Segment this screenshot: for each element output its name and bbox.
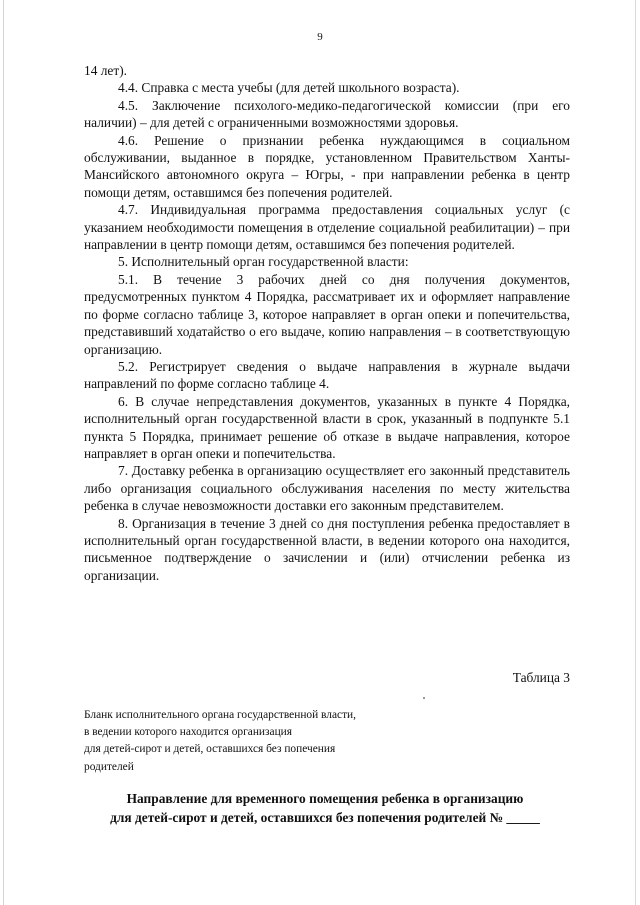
document-title-line: для детей-сирот и детей, оставшихся без попечения родителей № _____ bbox=[110, 810, 540, 825]
form-header-line: родителей bbox=[84, 760, 134, 773]
body-text bbox=[84, 62, 570, 584]
document-title-line: Направление для временного помещения ребенка в организацию bbox=[126, 791, 524, 806]
scan-edge-left bbox=[3, 0, 4, 905]
form-header-line: в ведении которого находится организация bbox=[84, 726, 292, 739]
paragraph-6: 6. В случае непредставления документов, указанных в пункте 4 Порядка, исполнительный орган государственной власти в срок, указанный в подпункте 5.1 пункта 5 Порядка, принимает решение об отказе в выдаче направления, которое направляет в орган опеки и попечительства. bbox=[84, 393, 570, 461]
paragraph-4-4: 4.4. Справка с места учебы (для детей школьного возраста). bbox=[118, 80, 460, 96]
paragraph-5-2: 5.2. Регистрирует сведения о выдаче направления в журнале выдачи направлений по форме согласно таблице 4. bbox=[84, 358, 570, 392]
form-header-line: для детей-сирот и детей, оставшихся без попечения bbox=[84, 743, 336, 756]
paragraph-4-6: 4.6. Решение о признании ребенка нуждающимся в социальном обслуживании, выданное в порядке, установленном Правительством Ханты-Мансийского автономного округа – Югры, - при направлении ребенка в центр помощи детям, оставшимся без попечения родителей. bbox=[84, 132, 570, 200]
document-title bbox=[70, 789, 580, 827]
paragraph-continuation: 14 лет). bbox=[84, 63, 128, 78]
paragraph-7: 7. Доставку ребенка в организацию осуществляет его законный представитель либо организация социального обслуживания населения по месту жительства ребенка в случае невозможности доставки его законным представителем. bbox=[84, 463, 570, 514]
paragraph-5: 5. Исполнительный орган государственной власти: bbox=[118, 254, 409, 270]
form-header bbox=[84, 707, 356, 776]
page-number: 9 bbox=[317, 31, 323, 43]
paragraph-5-1: 5.1. В течение 3 рабочих дней со дня получения документов, предусмотренных пунктом 4 Порядка, рассматривает их и оформляет направление по форме согласно таблице 3, которое направляет в орган опеки и попечительства, представивший ходатайство о его выдаче, копию направления – в соответствующую организацию. bbox=[84, 271, 570, 357]
table-label: Таблица 3 bbox=[512, 670, 570, 685]
scan-speck bbox=[423, 697, 425, 699]
scan-edge-right bbox=[635, 0, 636, 905]
paragraph-4-7: 4.7. Индивидуальная программа предоставления социальных услуг (с указанием необходимости помещения в отделение социальной реабилитации) – при направлении в центр помощи детям, оставшимся без попечения родителей. bbox=[84, 202, 570, 253]
form-header-line: Бланк исполнительного органа государственной власти, bbox=[84, 709, 356, 721]
paragraph-4-5: 4.5. Заключение психолого-медико-педагогической комиссии (при его наличии) – для детей с ограниченными возможностями здоровья. bbox=[84, 97, 570, 131]
paragraph-8: 8. Организация в течение 3 дней со дня поступления ребенка предоставляет в исполнительный орган государственной власти, в ведении которого она находится, письменное подтверждение о зачислении и (или) отчислении ребенка из организации. bbox=[84, 515, 570, 583]
